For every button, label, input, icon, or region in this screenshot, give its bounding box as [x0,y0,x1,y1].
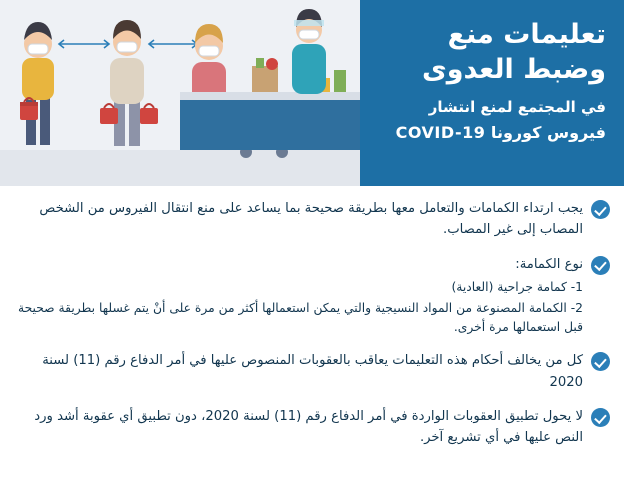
sub-list-item: 2- الكمامة المصنوعة من المواد النسيجية والتي يمكن استعمالها أكثر من مرة على أنْ يتم غسلها بطريقة صحيحة قبل استعمالها مرة أخرى. [17,301,583,335]
poster-header [0,0,624,186]
sub-list-item: 1- كمامة جراحية (العادية) [451,280,583,295]
header-text-block [326,18,606,144]
list-item-text: يجب ارتداء الكمامات والتعامل معها بطريقة صحيحة بما يساعد على منع انتقال الفيروس من الشخص المصاب إلى غير المصاب. [39,201,583,238]
check-circle-icon [591,256,610,275]
list-item [14,254,610,338]
check-circle-icon [591,408,610,427]
cashier [292,9,326,94]
check-circle-icon [591,352,610,371]
mask-type-sublist [14,278,583,337]
page-title-line2: وضبط العدوى [422,53,606,85]
list-item-text: كل من يخالف أحكام هذه التعليمات يعاقب بالعقوبات المنصوص عليها في أمر الدفاع رقم (11) لسنة 2020 [42,353,583,390]
page-title-line1: تعليمات منع [447,19,606,50]
list-item [14,350,610,393]
instructions-list [0,186,624,470]
page-subtitle [326,97,606,144]
page-subtitle-line2: فيروس كورونا COVID-19 [395,122,606,142]
list-item-text: نوع الكمامة: [515,256,583,272]
list-item [14,198,610,241]
list-item [14,406,610,449]
page-subtitle-line1: في المجتمع لمنع انتشار [428,98,606,117]
list-item-text: لا يحول تطبيق العقوبات الواردة في أمر الدفاع رقم (11) لسنة 2020، دون تطبيق أي عقوبة أشد ورد النص عليها في أي تشريع آخر. [34,409,583,446]
check-circle-icon [591,200,610,219]
illustration-people-queue [0,0,360,186]
list-item-text-group [14,254,583,338]
